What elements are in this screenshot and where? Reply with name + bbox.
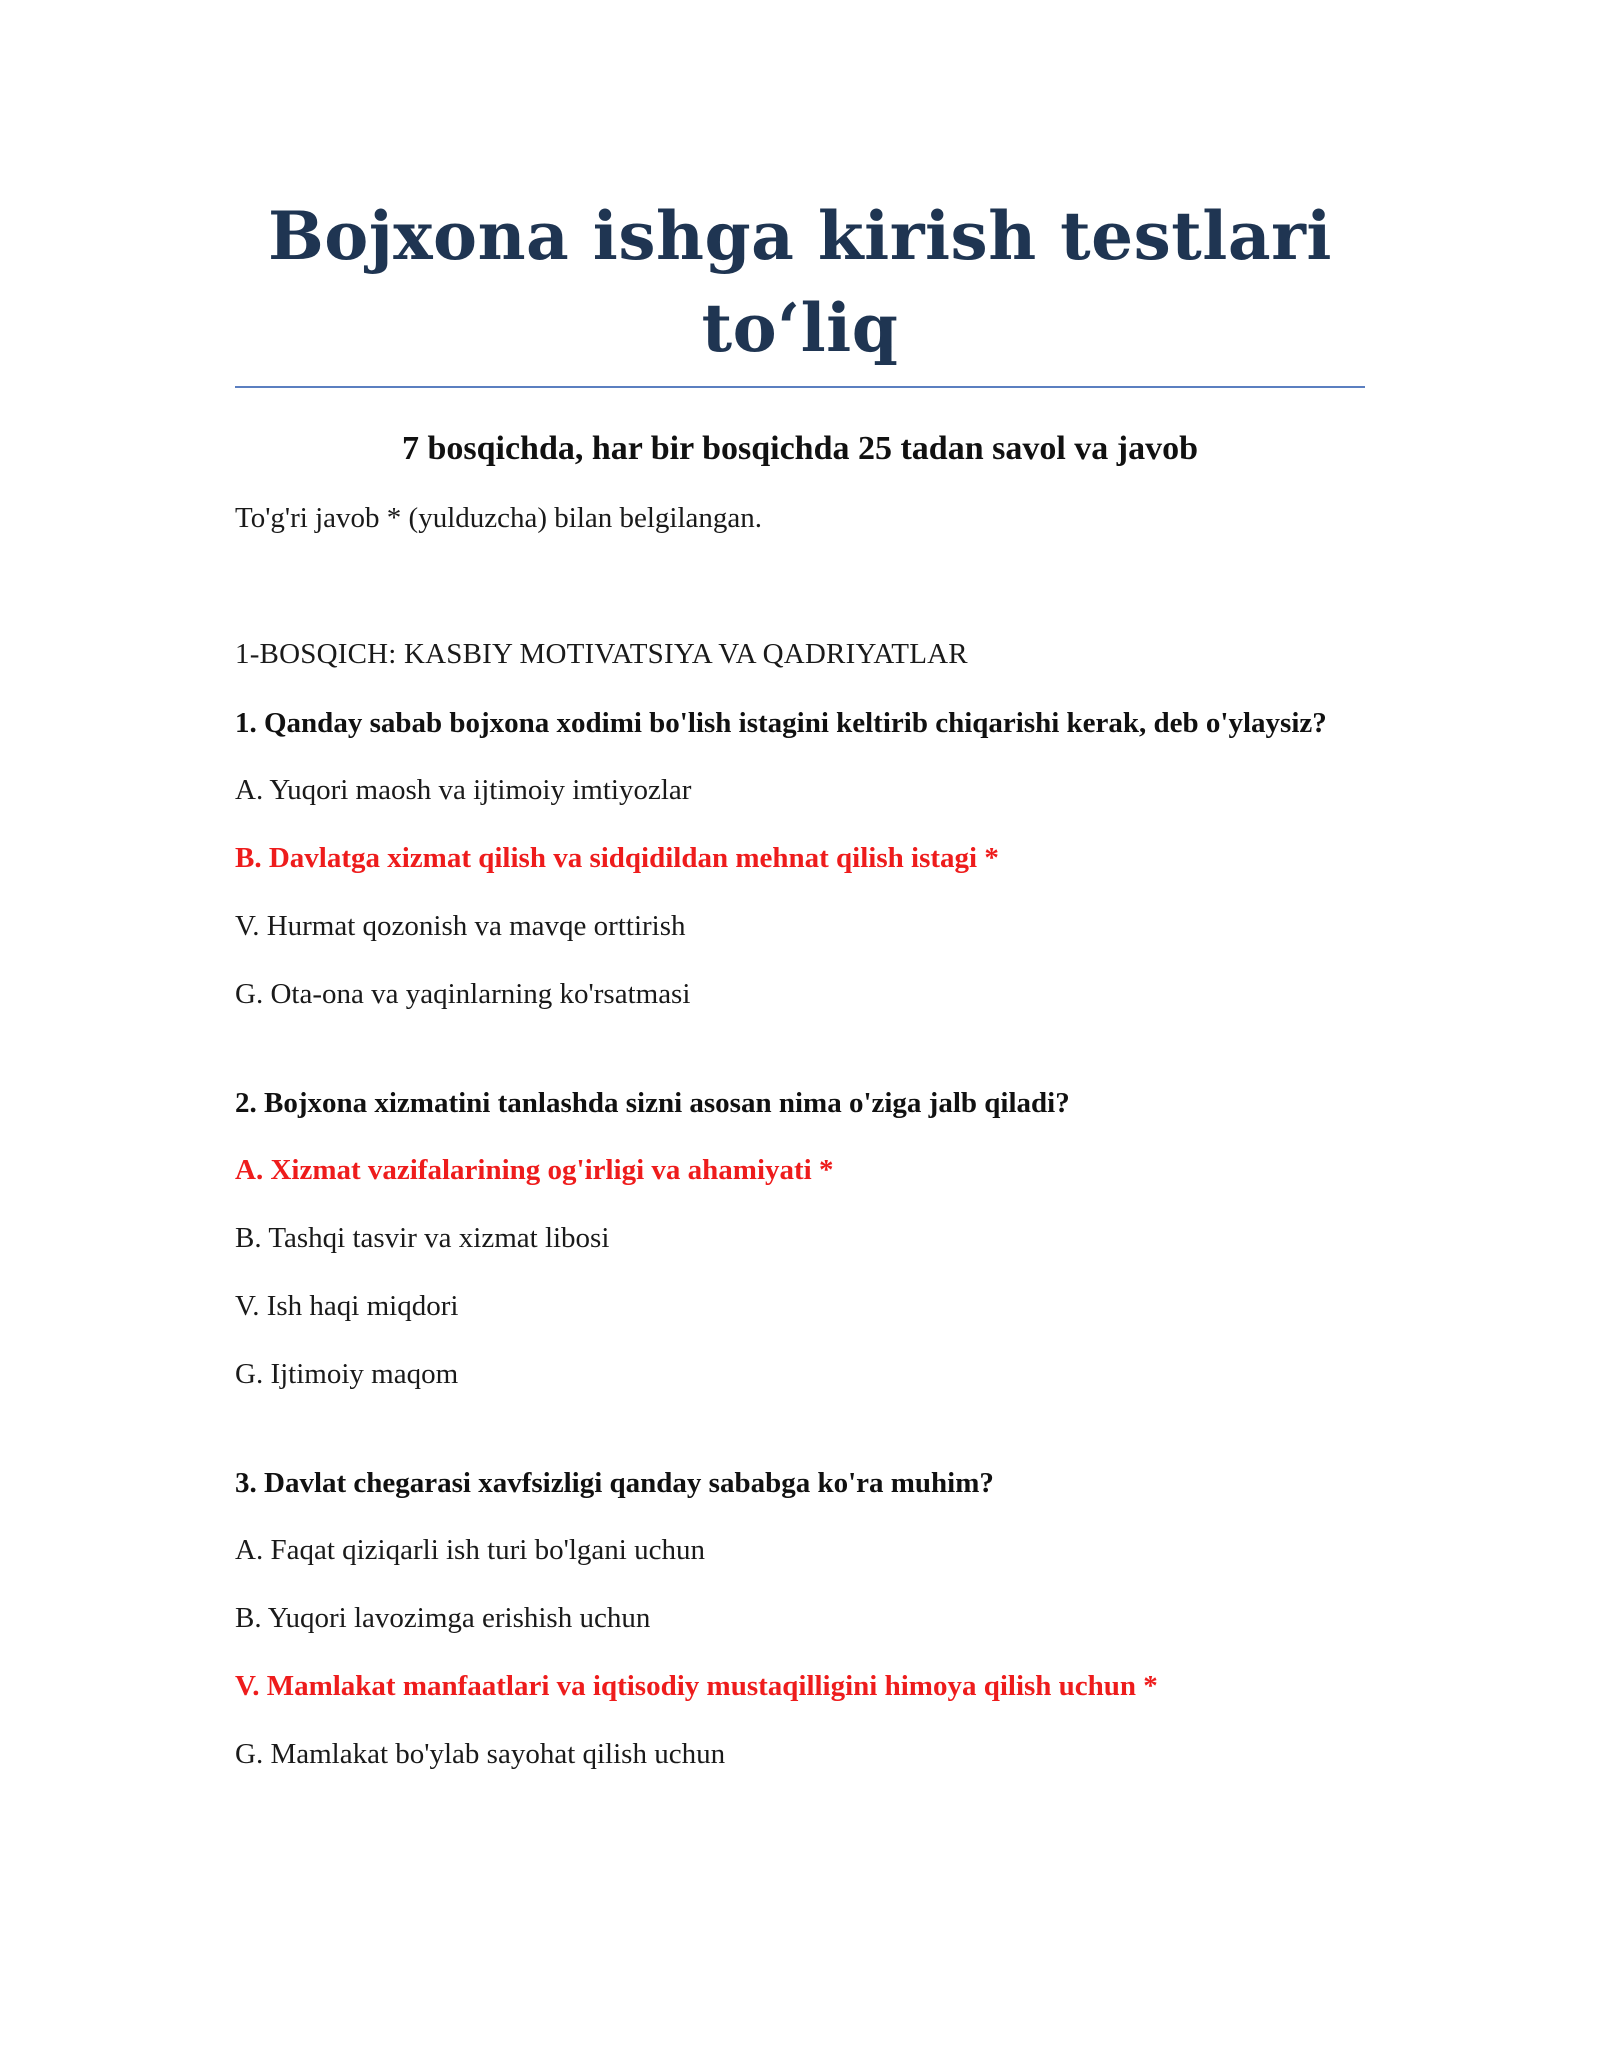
question-block-2 [235, 1082, 1365, 1394]
document-page [235, 190, 1365, 1774]
answer-list [235, 1150, 1365, 1394]
document-subtitle: 7 bosqichda, har bir bosqichda 25 tadan savol va javob [401, 430, 1199, 467]
answer-option: A. Yuqori maosh va ijtimoiy imtiyozlar [235, 774, 692, 806]
answer-option: V. Ish haqi miqdori [235, 1290, 459, 1322]
answer-list [235, 770, 1365, 1014]
question-text: 3. Davlat chegarasi xavfsizligi qanday sababga ko'ra muhim? [235, 1467, 994, 1499]
answer-option: V. Hurmat qozonish va mavqe orttirish [235, 910, 686, 942]
document-title-line-1: Bojxona ishga kirish testlari [268, 197, 1332, 275]
answer-option: B. Tashqi tasvir va xizmat libosi [235, 1222, 610, 1254]
answer-option: G. Mamlakat bo'ylab sayohat qilish uchun [235, 1738, 726, 1770]
document-title-line-2: to‘liq [701, 289, 899, 367]
section-heading: 1-BOSQICH: KASBIY MOTIVATSIYA VA QADRIYATLAR [235, 638, 968, 670]
answer-option: A. Faqat qiziqarli ish turi bo'lgani uchun [235, 1534, 705, 1566]
question-text: 1. Qanday sabab bojxona xodimi bo'lish istagini keltirib chiqarishi kerak, deb o'ylaysiz? [235, 707, 1327, 739]
answer-key-note: To'g'ri javob * (yulduzcha) bilan belgilangan. [235, 502, 763, 534]
answer-option: B. Yuqori lavozimga erishish uchun [235, 1602, 651, 1634]
question-block-3 [235, 1462, 1365, 1774]
answer-option: G. Ijtimoiy maqom [235, 1358, 459, 1390]
question-text: 2. Bojxona xizmatini tanlashda sizni asosan nima o'ziga jalb qiladi? [235, 1087, 1070, 1119]
answer-option: G. Ota-ona va yaqinlarning ko'rsatmasi [235, 978, 691, 1010]
document-title [235, 190, 1365, 374]
correct-answer-option: B. Davlatga xizmat qilish va sidqidildan mehnat qilish istagi * [235, 842, 999, 874]
correct-answer-option: A. Xizmat vazifalarining og'irligi va ahamiyati * [235, 1154, 834, 1186]
title-divider [235, 386, 1365, 388]
answer-list [235, 1530, 1365, 1774]
correct-answer-option: V. Mamlakat manfaatlari va iqtisodiy mustaqilligini himoya qilish uchun * [235, 1670, 1158, 1702]
question-block-1 [235, 702, 1365, 1014]
